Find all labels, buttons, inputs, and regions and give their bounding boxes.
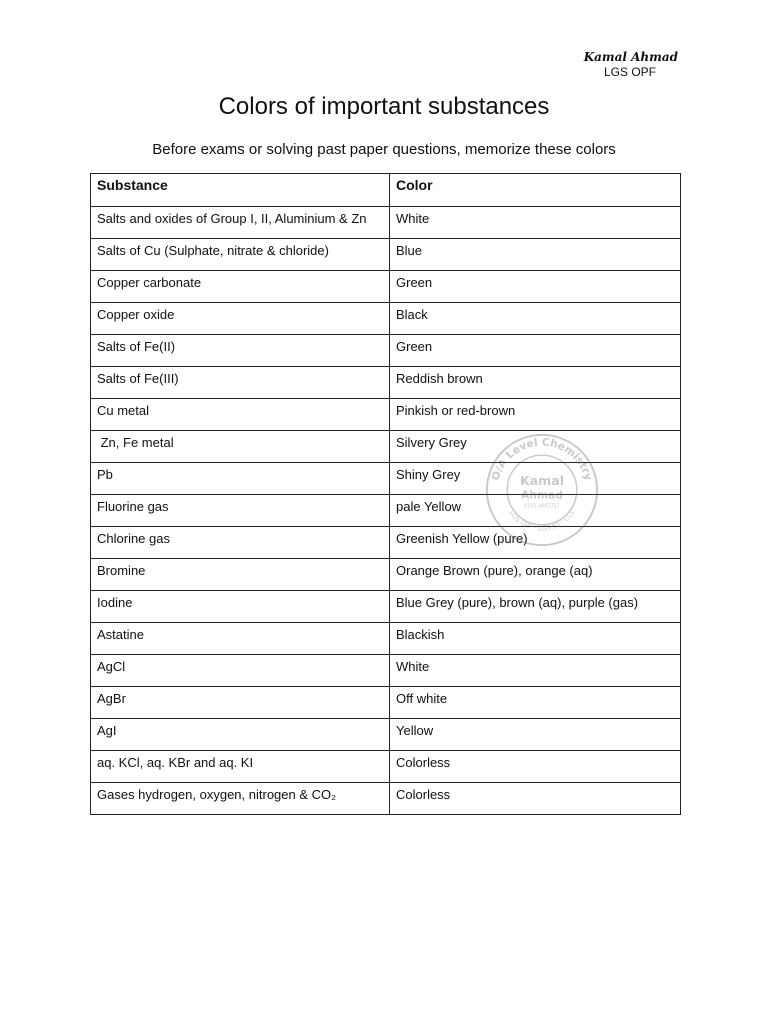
stamp-phone: 0333-4067757: [524, 504, 560, 510]
table-row: [91, 399, 681, 431]
cell-color: Colorless: [390, 751, 681, 783]
page-subtitle: Before exams or solving past paper questions, memorize these colors: [152, 141, 616, 158]
table-row: [91, 783, 681, 815]
table-row: [91, 207, 681, 239]
table-row: [91, 367, 681, 399]
cell-color: pale Yellow: [390, 495, 681, 527]
table-row: [91, 623, 681, 655]
cell-color: Green: [390, 335, 681, 367]
cell-color: Black: [390, 303, 681, 335]
cell-color: Blackish: [390, 623, 681, 655]
author-org: LGS OPF: [603, 65, 656, 79]
cell-substance: Copper carbonate: [91, 271, 390, 303]
cell-substance: Gases hydrogen, oxygen, nitrogen & CO₂: [91, 783, 390, 815]
cell-substance: Iodine: [91, 591, 390, 623]
cell-substance: AgCl: [91, 655, 390, 687]
table-row: [91, 687, 681, 719]
cell-substance: Pb: [91, 463, 390, 495]
cell-color: Blue: [390, 239, 681, 271]
cell-color: Yellow: [390, 719, 681, 751]
cell-color: White: [390, 207, 681, 239]
table-row: [91, 303, 681, 335]
table-row: [91, 655, 681, 687]
cell-color: Colorless: [390, 783, 681, 815]
header-substance: Substance: [91, 174, 390, 207]
cell-substance: Astatine: [91, 623, 390, 655]
cell-substance: Chlorine gas: [91, 527, 390, 559]
stamp-ring-text: O/A Level Chemistry: [488, 435, 596, 482]
table-row: [91, 239, 681, 271]
table-row: [91, 591, 681, 623]
author-block: [518, 50, 678, 80]
cell-color: Blue Grey (pure), brown (aq), purple (gas): [390, 591, 681, 623]
cell-color: Greenish Yellow (pure): [390, 527, 681, 559]
table-row: [91, 719, 681, 751]
table-row: [91, 559, 681, 591]
cell-substance: Copper oxide: [91, 303, 390, 335]
cell-color: Silvery Grey: [390, 431, 681, 463]
stamp-name-line1: Kamal: [519, 473, 565, 489]
cell-substance: Salts of Cu (Sulphate, nitrate & chloride): [91, 239, 390, 271]
cell-substance: Salts of Fe(III): [91, 367, 390, 399]
cell-color: Pinkish or red-brown: [390, 399, 681, 431]
cell-substance: Bromine: [91, 559, 390, 591]
cell-substance: Cu metal: [91, 399, 390, 431]
table-row: [91, 271, 681, 303]
cell-substance: Fluorine gas: [91, 495, 390, 527]
watermark-stamp: [484, 432, 600, 548]
table-header-row: [91, 174, 681, 207]
author-name: Kamal Ahmad: [583, 50, 678, 64]
table-row: [91, 751, 681, 783]
cell-color: Green: [390, 271, 681, 303]
cell-color: White: [390, 655, 681, 687]
cell-color: Off white: [390, 687, 681, 719]
cell-substance: Salts and oxides of Group I, II, Aluminium & Zn: [91, 207, 390, 239]
cell-substance: AgI: [91, 719, 390, 751]
cell-color: Reddish brown: [390, 367, 681, 399]
cell-substance: aq. KCl, aq. KBr and aq. KI: [91, 751, 390, 783]
cell-substance: Salts of Fe(II): [91, 335, 390, 367]
cell-color: Orange Brown (pure), orange (aq): [390, 559, 681, 591]
cell-color: Shiny Grey: [390, 463, 681, 495]
cell-substance: Zn, Fe metal: [91, 431, 390, 463]
stamp-bottom-text: LGS OPF · LGS 55 · CLS: [507, 508, 577, 533]
stamp-name-line2: Ahmad: [521, 488, 563, 502]
cell-substance: AgBr: [91, 687, 390, 719]
header-color: Color: [390, 174, 681, 207]
table-row: [91, 335, 681, 367]
page-title: Colors of important substances: [218, 93, 550, 120]
